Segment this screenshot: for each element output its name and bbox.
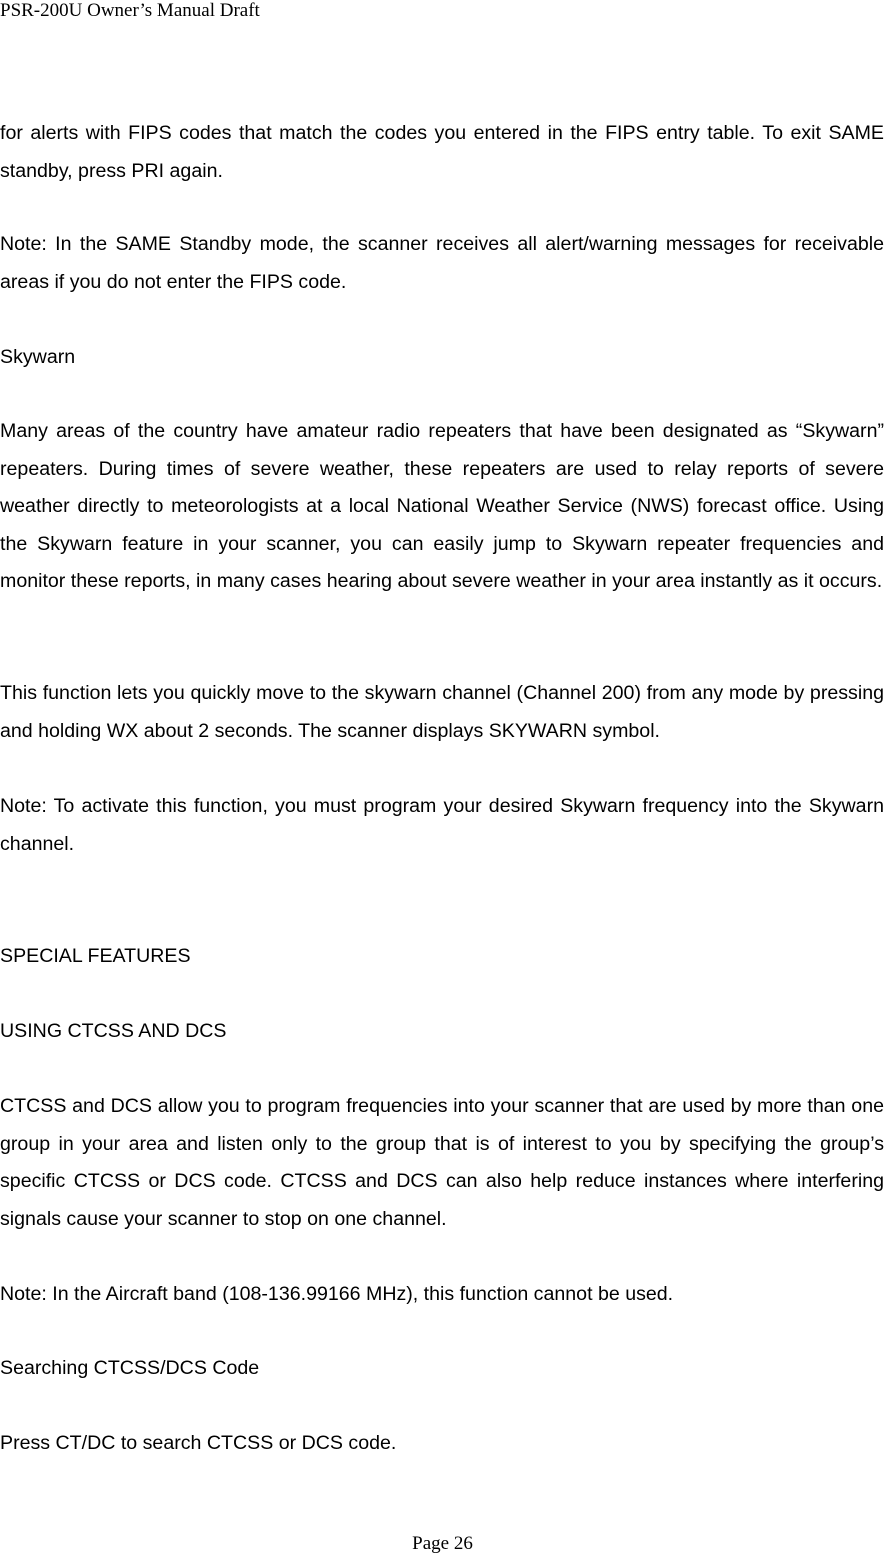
- paragraph-aircraft-note: Note: In the Aircraft band (108-136.99166 MHz), this function cannot be used.: [0, 1283, 674, 1305]
- heading-searching-code: Searching CTCSS/DCS Code: [0, 1357, 260, 1379]
- page-number: Page 26: [412, 1533, 473, 1554]
- paragraph-skywarn-note: Note: To activate this function, you must program your desired Skywarn frequency into the Skywarn channel.: [0, 795, 884, 855]
- paragraph-ctcss-description: CTCSS and DCS allow you to program frequencies into your scanner that are used by more than one group in your area and listen only to the group that is of interest to you by specifying the group’s specific CTCSS or DCS code. CTCSS and DCS can also help reduce instances where interfering signals cause your scanner to stop on one channel.: [0, 1095, 884, 1230]
- paragraph-skywarn-function: This function lets you quickly move to the skywarn channel (Channel 200) from any mode by pressing and holding WX about 2 seconds. The scanner displays SKYWARN symbol.: [0, 682, 884, 742]
- paragraph-same-standby-note: Note: In the SAME Standby mode, the scanner receives all alert/warning messages for receivable areas if you do not enter the FIPS code.: [0, 233, 884, 293]
- heading-skywarn: Skywarn: [0, 346, 76, 368]
- paragraph-search-instruction: Press CT/DC to search CTCSS or DCS code.: [0, 1432, 397, 1454]
- paragraph-skywarn-description: Many areas of the country have amateur radio repeaters that have been designated as “Skywarn” repeaters. During times of severe weather, these repeaters are used to relay reports of severe weather directly to meteorologists at a local National Weather Service (NWS) forecast office. Using the Skywarn feature in your scanner, you can easily jump to Skywarn repeater frequencies and monitor these reports, in many cases hearing about severe weather in your area instantly as it occurs.: [0, 420, 884, 592]
- paragraph-fips-alerts: for alerts with FIPS codes that match the codes you entered in the FIPS entry table. To exit SAME standby, press PRI again.: [0, 122, 884, 182]
- document-header: PSR-200U Owner’s Manual Draft: [0, 0, 260, 21]
- heading-special-features: SPECIAL FEATURES: [0, 945, 191, 967]
- heading-ctcss-dcs: USING CTCSS AND DCS: [0, 1020, 227, 1042]
